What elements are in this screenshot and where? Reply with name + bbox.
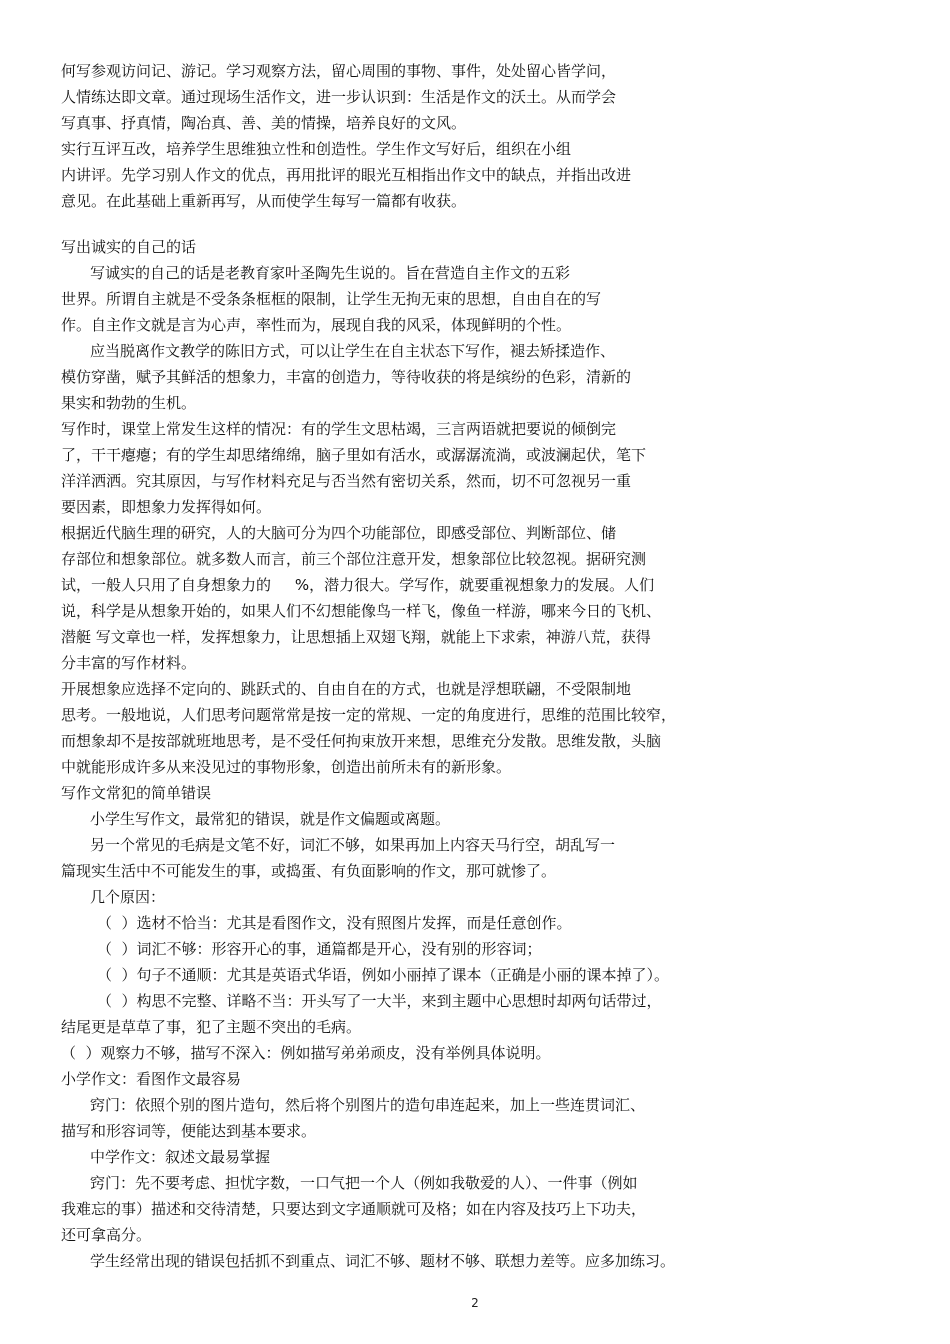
text-line: 作。自主作文就是言为心声，率性而为，展现自我的风采，体现鲜明的个性。 xyxy=(61,316,572,334)
text-line: 小学生写作文，最常犯的错误，就是作文偏题或离题。 xyxy=(90,810,451,828)
section-heading: 小学作文：看图作文最容易 xyxy=(61,1070,242,1088)
text-line: 开展想象应选择不定向的、跳跃式的、自由自在的方式，也就是浮想联翩，不受限制地 xyxy=(61,680,632,698)
list-item: （ ）观察力不够，描写不深入：例如描写弟弟顽皮，没有举例具体说明。 xyxy=(61,1044,551,1062)
text-line: 学生经常出现的错误包括抓不到重点、词汇不够、题材不够、联想力差等。应多加练习。 xyxy=(90,1252,676,1270)
page-number: 2 xyxy=(471,1296,479,1310)
section-heading: 写出诚实的自己的话 xyxy=(61,238,197,256)
text-line: 篇现实生活中不可能发生的事，或捣蛋、有负面影响的作文，那可就惨了。 xyxy=(61,862,557,880)
text-line: 窍门：依照个别的图片造句，然后将个别图片的造句串连起来，加上一些连贯词汇、 xyxy=(90,1096,646,1114)
text-line: 我难忘的事）描述和交待清楚，只要达到文字通顺就可及格；如在内容及技巧上下功夫， xyxy=(61,1200,647,1218)
text-line: 潜艇 写文章也一样，发挥想象力，让思想插上双翅飞翔，就能上下求索，神游八荒，获得 xyxy=(61,628,651,646)
text-line: 人情练达即文章。通过现场生活作文，进一步认识到：生活是作文的沃土。从而学会 xyxy=(61,88,617,106)
text-line: 思考。一般地说，人们思考问题常常是按一定的常规、一定的角度进行，思维的范围比较窄， xyxy=(61,706,677,724)
text-line: 意见。在此基础上重新再写，从而使学生每写一篇都有收获。 xyxy=(61,192,467,210)
text-line: 模仿穿凿，赋予其鲜活的想象力，丰富的创造力，等待收获的将是缤纷的色彩，清新的 xyxy=(61,368,632,386)
list-item: （ ）选材不恰当：尤其是看图作文，没有照图片发挥，而是任意创作。 xyxy=(97,914,572,932)
text-line: 根据近代脑生理的研究，人的大脑可分为四个功能部位，即感受部位、判断部位、储 xyxy=(61,524,617,542)
text-line: 描写和形容词等，便能达到基本要求。 xyxy=(61,1122,317,1140)
section-heading: 中学作文：叙述文最易掌握 xyxy=(90,1148,271,1166)
text-line: 另一个常见的毛病是文笔不好，词汇不够，如果再加上内容天马行空，胡乱写一 xyxy=(90,836,616,854)
text-line: 洋洋洒洒。究其原因，与写作材料充足与否当然有密切关系，然而，切不可忽视另一重 xyxy=(61,472,632,490)
text-line: 内讲评。先学习别人作文的优点，再用批评的眼光互相指出作文中的缺点，并指出改进 xyxy=(61,166,632,184)
text-line: 写真事、抒真情，陶冶真、善、美的情操，培养良好的文风。 xyxy=(61,114,467,132)
text-line: 说，科学是从想象开始的，如果人们不幻想能像鸟一样飞，像鱼一样游，哪来今日的飞机、 xyxy=(61,602,662,620)
text-line: 结尾更是草草了事，犯了主题不突出的毛病。 xyxy=(61,1018,362,1036)
text-line: 了，干干瘪瘪；有的学生却思绪绵绵，脑子里如有活水，或潺潺流淌，或波澜起伏，笔下 xyxy=(61,446,647,464)
text-line: 分丰富的写作材料。 xyxy=(61,654,197,672)
text-line: 应当脱离作文教学的陈旧方式，可以让学生在自主状态下写作，褪去矫揉造作、 xyxy=(90,342,616,360)
text-line: 写诚实的自己的话是老教育家叶圣陶先生说的。旨在营造自主作文的五彩 xyxy=(90,264,571,282)
text-line: 试，一般人只用了自身想象力的 %，潜力很大。学写作，就要重视想象力的发展。人们 xyxy=(61,576,655,594)
list-item: （ ）构思不完整、详略不当：开头写了一大半，来到主题中心思想时却两句话带过， xyxy=(97,992,662,1010)
text-line: 还可拿高分。 xyxy=(61,1226,152,1244)
text-line: 几个原因： xyxy=(90,888,166,906)
text-line: 世界。所谓自主就是不受条条框框的限制，让学生无拘无束的思想，自由自在的写 xyxy=(61,290,602,308)
text-line: 而想象却不是按部就班地思考，是不受任何拘束放开来想，思维充分发散。思维发散，头脑 xyxy=(61,732,662,750)
list-item: （ ）句子不通顺：尤其是英语式华语，例如小丽掉了课本（正确是小丽的课本掉了）。 xyxy=(97,966,670,984)
text-line: 中就能形成许多从来没见过的事物形象，创造出前所未有的新形象。 xyxy=(61,758,512,776)
text-line: 存部位和想象部位。就多数人而言，前三个部位注意开发，想象部位比较忽视。据研究测 xyxy=(61,550,647,568)
text-line: 窍门：先不要考虑、担忧字数，一口气把一个人（例如我敬爱的人）、一件事（例如 xyxy=(90,1174,638,1192)
text-line: 何写参观访问记、游记。学习观察方法，留心周围的事物、事件，处处留心皆学问， xyxy=(61,62,617,80)
list-item: （ ）词汇不够：形容开心的事，通篇都是开心，没有别的形容词； xyxy=(97,940,542,958)
text-line: 写作时，课堂上常发生这样的情况：有的学生文思枯竭，三言两语就把要说的倾倒完 xyxy=(61,420,617,438)
text-line: 实行互评互改，培养学生思维独立性和创造性。学生作文写好后，组织在小组 xyxy=(61,140,572,158)
text-line: 果实和勃勃的生机。 xyxy=(61,394,197,412)
text-line: 要因素，即想象力发挥得如何。 xyxy=(61,498,272,516)
section-heading: 写作文常犯的简单错误 xyxy=(61,784,212,802)
